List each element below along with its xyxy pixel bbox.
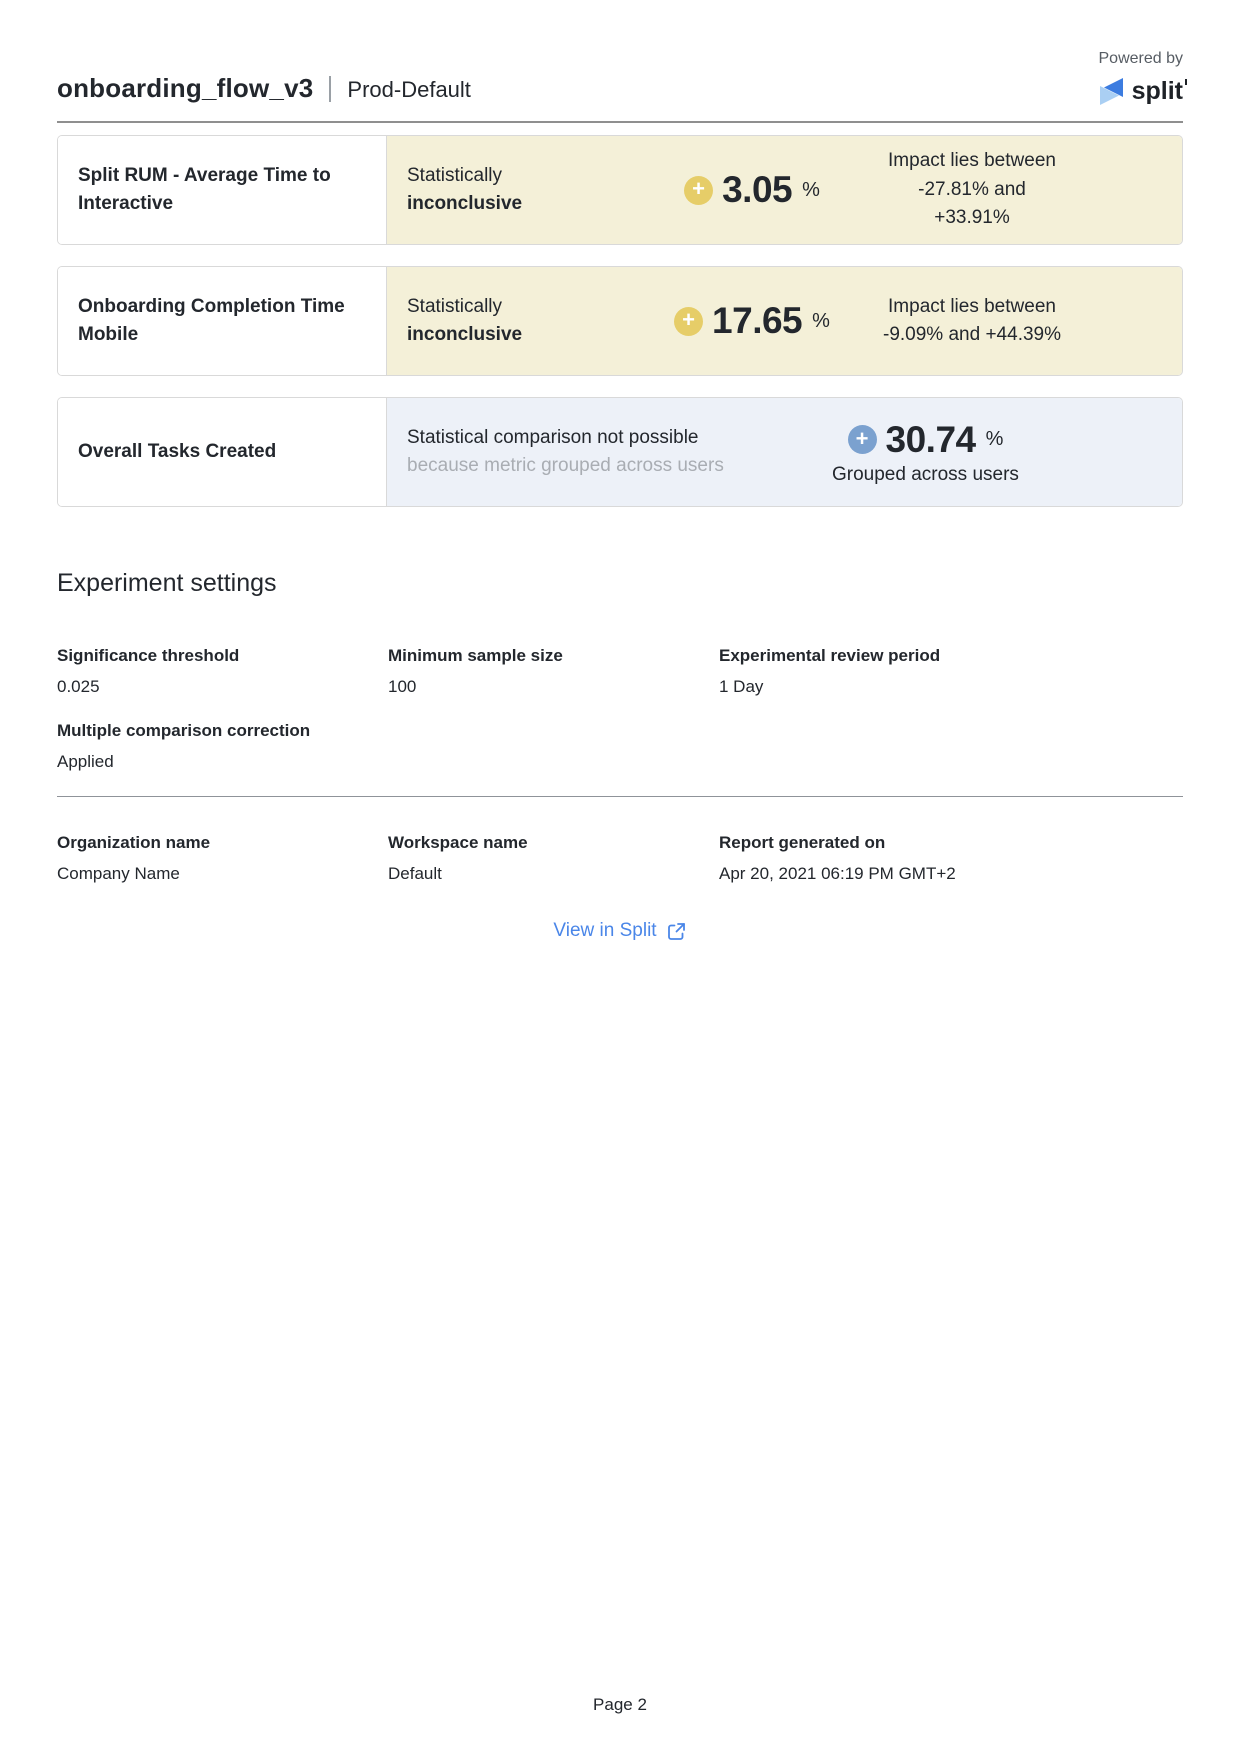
metric-delta bbox=[622, 169, 882, 211]
meta-workspace-name bbox=[388, 833, 719, 884]
grouped-caption: Grouped across users bbox=[832, 463, 1019, 485]
metric-unit: % bbox=[802, 178, 820, 201]
brand-block bbox=[1098, 50, 1183, 106]
plus-circle-icon bbox=[674, 307, 703, 336]
plus-symbol: + bbox=[682, 307, 695, 332]
metric-card-onboarding-completion bbox=[57, 266, 1183, 376]
meta-value: Apr 20, 2021 06:19 PM GMT+2 bbox=[719, 864, 956, 883]
metric-name-text: Onboarding Completion Time Mobile bbox=[78, 296, 345, 345]
external-link-icon bbox=[666, 921, 687, 942]
meta-value: Default bbox=[388, 864, 442, 883]
metric-status bbox=[407, 293, 622, 348]
setting-label: Multiple comparison correction bbox=[57, 721, 311, 740]
impact-line-1: Impact lies between bbox=[888, 150, 1056, 172]
view-link-row bbox=[57, 920, 1183, 942]
status-line-1: Statistically bbox=[407, 296, 503, 318]
setting-significance-threshold bbox=[57, 646, 388, 697]
brand-name: split bbox=[1131, 77, 1183, 105]
header-rule bbox=[57, 121, 1183, 123]
page-number: Page 2 bbox=[593, 1695, 647, 1714]
status-line-2: inconclusive bbox=[407, 324, 523, 345]
setting-label: Experimental review period bbox=[719, 646, 941, 665]
metric-name-text: Split RUM - Average Time to Interactive bbox=[78, 165, 331, 214]
setting-label: Minimum sample size bbox=[388, 646, 563, 665]
metric-result bbox=[386, 136, 1182, 244]
setting-value: 0.025 bbox=[57, 677, 100, 696]
metric-value: 3.05 bbox=[722, 169, 793, 210]
page-title bbox=[57, 73, 471, 106]
status-line-2: inconclusive bbox=[407, 193, 523, 214]
plus-symbol: + bbox=[855, 425, 869, 451]
header bbox=[57, 50, 1183, 106]
metric-name bbox=[58, 267, 386, 375]
view-in-split-link[interactable] bbox=[553, 920, 686, 942]
setting-minimum-sample-size bbox=[388, 646, 719, 697]
setting-multiple-comparison bbox=[57, 721, 388, 772]
meta-label: Workspace name bbox=[388, 833, 528, 852]
impact-line-2: -9.09% and +44.39% bbox=[883, 324, 1061, 345]
view-in-split-label: View in Split bbox=[553, 920, 657, 941]
plus-circle-icon bbox=[848, 425, 877, 454]
metric-result bbox=[386, 267, 1182, 375]
metric-delta bbox=[622, 300, 882, 342]
metric-status bbox=[407, 162, 622, 217]
setting-value: 1 Day bbox=[719, 677, 764, 696]
setting-review-period bbox=[719, 646, 1183, 697]
metric-card-overall-tasks bbox=[57, 397, 1183, 507]
metric-card-split-rum bbox=[57, 135, 1183, 245]
metric-impact bbox=[882, 293, 1062, 350]
meta-report-generated bbox=[719, 833, 1183, 884]
environment-name: Prod-Default bbox=[347, 77, 471, 102]
metric-delta-block bbox=[832, 419, 1019, 486]
plus-circle-icon bbox=[684, 176, 713, 205]
metric-name bbox=[58, 136, 386, 244]
plus-symbol: + bbox=[692, 176, 706, 201]
metric-value: 17.65 bbox=[712, 300, 803, 341]
meta-divider bbox=[57, 796, 1183, 797]
status-line-1: Statistically bbox=[407, 165, 503, 187]
metric-delta bbox=[848, 419, 1004, 461]
setting-label: Significance threshold bbox=[57, 646, 240, 665]
settings-grid bbox=[57, 646, 1183, 772]
split-logo-icon bbox=[1098, 77, 1125, 106]
impact-line-2: -27.81% and +33.91% bbox=[918, 178, 1026, 229]
metric-value: 30.74 bbox=[885, 418, 976, 460]
metric-unit: % bbox=[985, 428, 1004, 450]
setting-value: 100 bbox=[388, 677, 417, 696]
meta-grid bbox=[57, 833, 1183, 884]
metric-note bbox=[407, 424, 802, 481]
title-separator bbox=[329, 76, 331, 102]
note-primary: Statistical comparison not possible bbox=[407, 426, 699, 448]
meta-organization-name bbox=[57, 833, 388, 884]
settings-title: Experiment settings bbox=[57, 569, 277, 597]
brand bbox=[1098, 77, 1183, 106]
meta-label: Report generated on bbox=[719, 833, 886, 852]
metric-name bbox=[58, 398, 386, 506]
metric-result bbox=[386, 398, 1182, 506]
experiment-title: onboarding_flow_v3 bbox=[57, 73, 314, 103]
meta-label: Organization name bbox=[57, 833, 211, 852]
powered-by-label: Powered by bbox=[1098, 50, 1183, 67]
setting-value: Applied bbox=[57, 752, 114, 771]
impact-line-1: Impact lies between bbox=[888, 295, 1056, 317]
metric-unit: % bbox=[812, 309, 830, 332]
metric-name-text: Overall Tasks Created bbox=[78, 441, 277, 463]
meta-value: Company Name bbox=[57, 864, 180, 883]
metric-impact bbox=[882, 147, 1062, 233]
note-secondary: because metric grouped across users bbox=[407, 455, 724, 476]
